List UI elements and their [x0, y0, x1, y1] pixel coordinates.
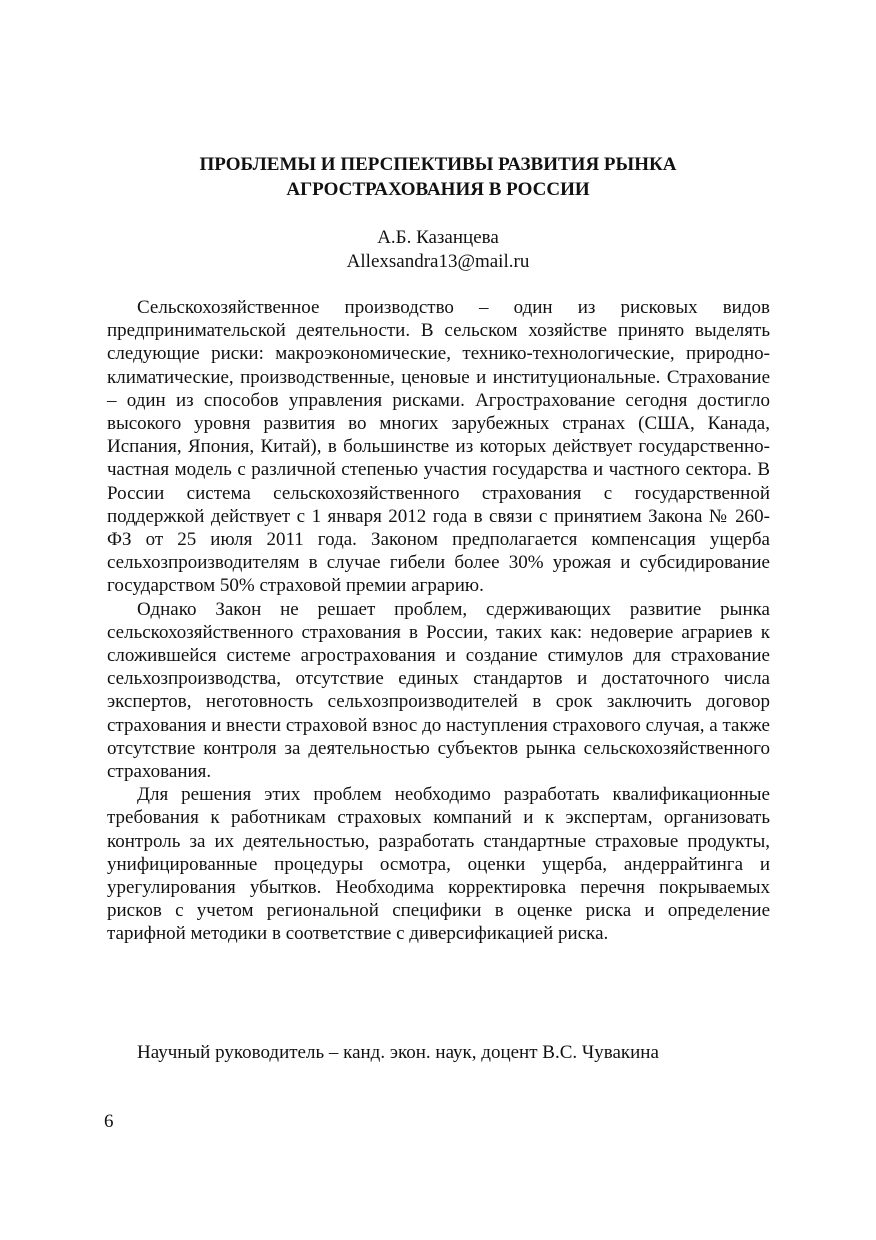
author-block: [100, 226, 776, 274]
page-number: 6: [104, 1111, 114, 1132]
paragraph-3: Для решения этих проблем необходимо разработать квалификационные требования к работникам страховых компаний и к экспертам, организовать контроль за их деятельностью, разработать стандартные страховые продукты, унифицированные процедуры осмотра, оценки ущерба, андеррайтинга и урегулирования убытков. Необходима корректировка перечня покрываемых рисков с учетом региональной специфики в оценке риска и определение тарифной методики в соответствие с диверсификацией риска.: [107, 784, 770, 945]
article-body: [107, 296, 770, 946]
paragraph-2: Однако Закон не решает проблем, сдерживающих развитие рынка сельскохозяйственного страхования в России, таких как: недоверие аграриев к сложившейся системе агрострахования и создание стимулов для страхование сельхозпроизводства, отсутствие единых стандартов и достаточного числа экспертов, неготовность сельхозпроизводителей в срок заключить договор страхования и внести страховой взнос до наступления страхового случая, а также отсутствие контроля за деятельностью субъектов рынка сельскохозяйственного страхования.: [107, 598, 770, 783]
author-email: Allexsandra13@mail.ru: [346, 251, 530, 272]
author-name: А.Б. Казанцева: [377, 227, 499, 248]
paragraph-1: Сельскохозяйственное производство – один из рисковых видов предпринимательской деятельности. В сельском хозяйстве принято выделять следующие риски: макроэкономические, технико-технологические, природно-климатические, производственные, ценовые и институциональные. Страхование – один из способов управления рисками. Агрострахование сегодня достигло высокого уровня развития во многих зарубежных странах (США, Канада, Испания, Япония, Китай), в большинстве из которых действует государственно-частная модель с различной степенью участия государства и частного сектора. В России система сельскохозяйственного страхования с государственной поддержкой действует с 1 января 2012 года в связи с принятием Закона № 260-ФЗ от 25 июля 2011 года. Законом предполагается компенсация ущерба сельхозпроизводителям в случае гибели более 30% урожая и субсидирование государством 50% страховой премии аграрию.: [107, 297, 770, 597]
article-title: [100, 152, 776, 202]
article-title-line-2: АГРОСТРАХОВАНИЯ В РОССИИ: [286, 179, 590, 200]
scientific-supervisor: Научный руководитель – канд. экон. наук, доцент В.С. Чувакина: [137, 1042, 659, 1063]
article-title-line-1: ПРОБЛЕМЫ И ПЕРСПЕКТИВЫ РАЗВИТИЯ РЫНКА: [199, 154, 677, 175]
